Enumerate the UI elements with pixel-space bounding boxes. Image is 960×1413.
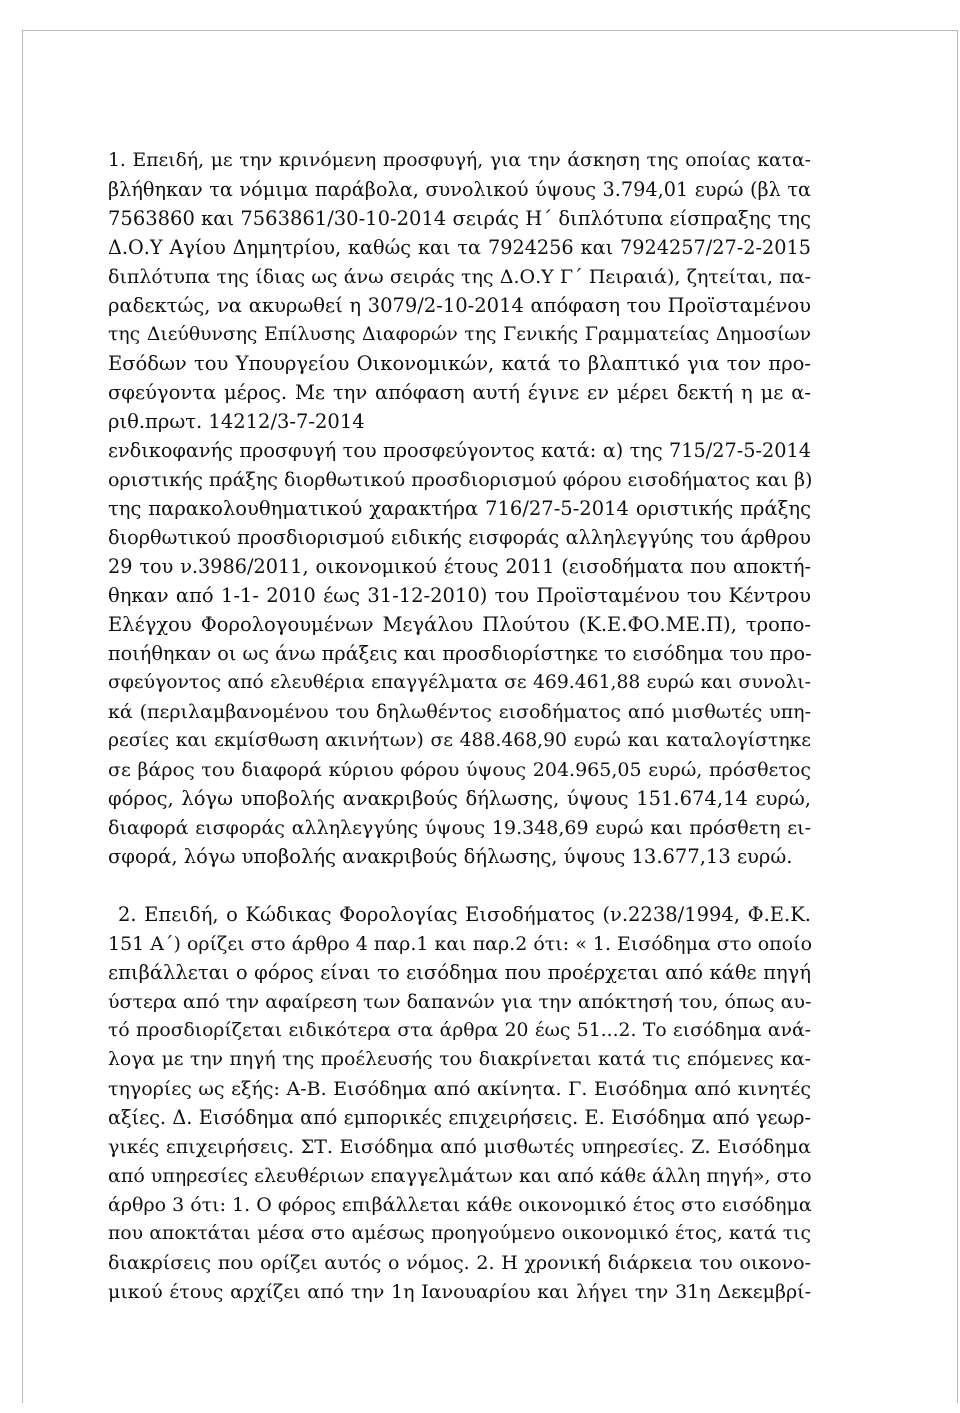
paragraph-2-line-13: διακρίσεις που ορίζει αυτός ο νόμος. 2. Η χρονική διάρκεια του οικονο- xyxy=(108,1252,811,1274)
paragraph-1-line-9: σφεύγοντα μέρος. Με την απόφαση αυτή έγινε εν μέρει δεκτή η με α- xyxy=(108,381,811,404)
paragraph-1-line-4: Δ.Ο.Υ Αγίου Δημητρίου, καθώς και τα 7924256 και 7924257/27-2-2015 xyxy=(108,236,811,259)
paragraph-1-line-12: οριστικής πράξης διορθωτικού προσδιορισμού φόρου εισοδήματος και β) xyxy=(108,469,813,491)
paragraph-2-line-6: λογα με την πηγή της προέλευσής του διακρίνεται κατά τις επόμενες κα- xyxy=(108,1049,811,1070)
paragraph-1-line-2: βλήθηκαν τα νόμιμα παράβολα, συνολικού ύψους 3.794,01 ευρώ (βλ τα xyxy=(108,178,811,201)
paragraph-1-line-22: σε βάρος του διαφορά κύριου φόρου ύψους 204.965,05 ευρώ, πρόσθετος xyxy=(108,759,811,781)
paragraph-1-line-19: σφεύγοντος από ελευθέρια επαγγέλματα σε 469.461,88 ευρώ και συνολι- xyxy=(108,672,811,693)
paragraph-1-line-25: σφορά, λόγω υποβολής ανακριβούς δήλωσης, ύψους 13.677,13 ευρώ. xyxy=(108,845,793,868)
paragraph-1-line-18: ποιήθηκαν οι ως άνω πράξεις και προσδιορίστηκε το εισόδημα του προ- xyxy=(108,642,812,665)
paragraph-1-line-24: διαφορά εισφοράς αλληλεγγύης ύψους 19.348,69 ευρώ και πρόσθετη ει- xyxy=(108,817,811,839)
paragraph-1-line-7: της Διεύθυνσης Επίλυσης Διαφορών της Γενικής Γραμματείας Δημοσίων xyxy=(108,324,811,345)
paragraph-2-line-4: ύστερα από την αφαίρεση των δαπανών για την απόκτησή του, όπως αυ- xyxy=(108,991,812,1013)
paragraph-2-line-3: επιβάλλεται ο φόρος είναι το εισόδημα που προέρχεται από κάθε πηγή xyxy=(108,961,811,984)
paragraph-2-line-7: τηγορίες ως εξής: Α-Β. Εισόδημα από ακίνητα. Γ. Εισόδημα από κινητές xyxy=(108,1078,811,1100)
paragraph-2-line-12: που αποκτάται μέσα στο αμέσως προηγούμενο οικονομικό έτος, κατά τις xyxy=(108,1223,811,1244)
paragraph-2-line-8: αξίες. Δ. Εισόδημα από εμπορικές επιχειρήσεις. Ε. Εισόδημα από γεωρ- xyxy=(108,1106,811,1129)
paragraph-2-line-14: μικού έτους αρχίζει από την 1η Ιανουαρίου και λήγει την 31η Δεκεμβρί- xyxy=(108,1281,811,1303)
paragraph-2-line-10: από υπηρεσίες ελευθέριων επαγγελμάτων και από κάθε άλλη πηγή», στο xyxy=(108,1165,812,1187)
paragraph-1-line-8: Εσόδων του Υπουργείου Οικονομικών, κατά το βλαπτικό για τον προ- xyxy=(108,352,811,375)
paragraph-1-line-13: της παρακολουθηματικού χαρακτήρα 716/27-5-2014 οριστικής πράξης xyxy=(108,497,811,520)
paragraph-2-line-11: άρθρο 3 ότι: 1. Ο φόρος επιβάλλεται κάθε οικονομικό έτος στο εισόδημα xyxy=(108,1194,812,1216)
paragraph-1-line-16: θηκαν από 1-1- 2010 έως 31-12-2010) του Προϊσταμένου του Κέντρου xyxy=(108,584,811,607)
paragraph-1-line-21: ρεσίες και εκμίσθωση ακινήτων) σε 488.468,90 ευρώ και καταλογίστηκε xyxy=(108,730,811,751)
paragraph-2-line-1: 2. Επειδή, ο Κώδικας Φορολογίας Εισοδήματος (ν.2238/1994, Φ.Ε.Κ. xyxy=(118,903,811,926)
paragraph-2-line-5: τό προσδιορίζεται ειδικότερα στα άρθρα 20 έως 51...2. Το εισόδημα ανά- xyxy=(108,1020,811,1041)
paragraph-1-line-6: ραδεκτώς, να ακυρωθεί η 3079/2-10-2014 απόφαση του Προϊσταμένου xyxy=(108,294,811,317)
paragraph-1-line-17: Ελέγχου Φορολογουμένων Μεγάλου Πλούτου (Κ.Ε.ΦΟ.ΜΕ.Π), τροπο- xyxy=(108,613,811,636)
paragraph-1-line-3: 7563860 και 7563861/30-10-2014 σειράς Η΄ διπλότυπα είσπραξης της xyxy=(108,207,811,230)
paragraph-1-line-10: ριθ.πρωτ. 14212/3-7-2014 xyxy=(108,410,365,433)
paragraph-2-line-9: γικές επιχειρήσεις. ΣΤ. Εισόδημα από μισθωτές υπηρεσίες. Ζ. Εισόδημα xyxy=(108,1136,811,1158)
paragraph-1-line-20: κά (περιλαμβανομένου του δηλωθέντος εισοδήματος από μισθωτές υπη- xyxy=(108,701,811,723)
paragraph-1-line-11: ενδικοφανής προσφυγή του προσφεύγοντος κατά: α) της 715/27-5-2014 xyxy=(108,439,811,462)
paragraph-1-line-23: φόρος, λόγω υποβολής ανακριβούς δήλωσης, ύψους 151.674,14 ευρώ, xyxy=(108,787,811,810)
paragraph-1-line-1: 1. Επειδή, με την κρινόμενη προσφυγή, για την άσκηση της οποίας κατα- xyxy=(108,150,811,171)
paragraph-1-line-14: διορθωτικού προσδιορισμού ειδικής εισφοράς αλληλεγγύης του άρθρου xyxy=(108,526,811,549)
paragraph-1-line-15: 29 του ν.3986/2011, οικονομικού έτους 2011 (εισοδήματα που αποκτή- xyxy=(108,555,811,578)
paragraph-2-line-2: 151 Α΄) ορίζει στο άρθρο 4 παρ.1 και παρ.2 ότι: « 1. Εισόδημα στο οποίο xyxy=(108,933,813,955)
paragraph-1-line-5: διπλότυπα της ίδιας ως άνω σειράς της Δ.Ο.Υ Γ΄ Πειραιά), ζητείται, πα- xyxy=(108,266,811,288)
